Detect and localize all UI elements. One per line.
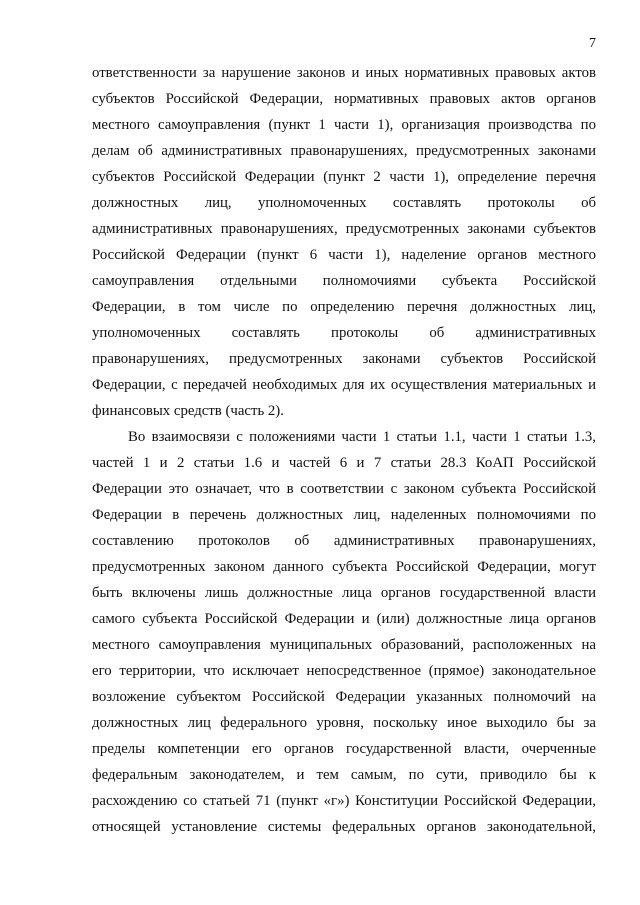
text-line: финансовых средств (часть 2). — [92, 403, 284, 419]
text-line: Во взаимосвязи с положениями части 1 статьи 1.1, части 1 статьи 1.3, — [128, 429, 596, 445]
text-line: Федерации это означает, что в соответствии с законом субъекта Российской — [92, 481, 596, 497]
text-line: субъектов Российской Федерации, нормативных правовых актов органов — [92, 91, 596, 107]
paragraph — [92, 60, 596, 424]
text-line: относящей установление системы федеральных органов законодательной, — [92, 819, 596, 835]
text-line: уполномоченных составлять протоколы об административных — [92, 325, 596, 341]
text-line: Федерации, с передачей необходимых для их осуществления материальных и — [92, 377, 596, 393]
page-number: 7 — [589, 36, 596, 51]
text-line: самоуправления отдельными полномочиями субъекта Российской — [92, 273, 596, 289]
text-line: расхождению со статьей 71 (пункт «г») Конституции Российской Федерации, — [92, 793, 596, 809]
text-line: возложение субъектом Российской Федерации указанных полномочий на — [92, 689, 596, 705]
text-line: федеральным законодателем, и тем самым, по сути, приводило бы к — [92, 767, 596, 783]
text-line: местного самоуправления муниципальных образований, расположенных на — [92, 637, 596, 653]
text-line: Российской Федерации (пункт 6 части 1), наделение органов местного — [92, 247, 596, 263]
text-line: Федерации в перечень должностных лиц, наделенных полномочиями по — [92, 507, 596, 523]
text-line: административных правонарушениях, предусмотренных законами субъектов — [92, 221, 596, 237]
text-line: быть включены лишь должностные лица органов государственной власти — [92, 585, 596, 601]
text-line: пределы компетенции его органов государственной власти, очерченные — [92, 741, 596, 757]
text-line: делам об административных правонарушениях, предусмотренных законами — [92, 143, 596, 159]
text-line: должностных лиц, уполномоченных составлять протоколы об — [92, 195, 596, 211]
text-line: местного самоуправления (пункт 1 части 1), организация производства по — [92, 117, 596, 133]
text-line: самого субъекта Российской Федерации и (или) должностные лица органов — [92, 611, 596, 627]
paragraph — [92, 424, 596, 840]
text-line: субъектов Российской Федерации (пункт 2 части 1), определение перечня — [92, 169, 596, 185]
text-line: Федерации, в том числе по определению перечня должностных лиц, — [92, 299, 596, 315]
text-line: предусмотренных законом данного субъекта Российской Федерации, могут — [92, 559, 596, 575]
text-line: ответственности за нарушение законов и иных нормативных правовых актов — [92, 65, 596, 81]
body-text — [92, 60, 596, 840]
text-line: составлению протоколов об административных правонарушениях, — [92, 533, 596, 549]
text-line: должностных лиц федерального уровня, поскольку иное выходило бы за — [92, 715, 596, 731]
text-line: его территории, что исключает непосредственное (прямое) законодательное — [92, 663, 596, 679]
text-line: частей 1 и 2 статьи 1.6 и частей 6 и 7 статьи 28.3 КоАП Российской — [92, 455, 596, 471]
text-line: правонарушениях, предусмотренных законами субъектов Российской — [92, 351, 596, 367]
